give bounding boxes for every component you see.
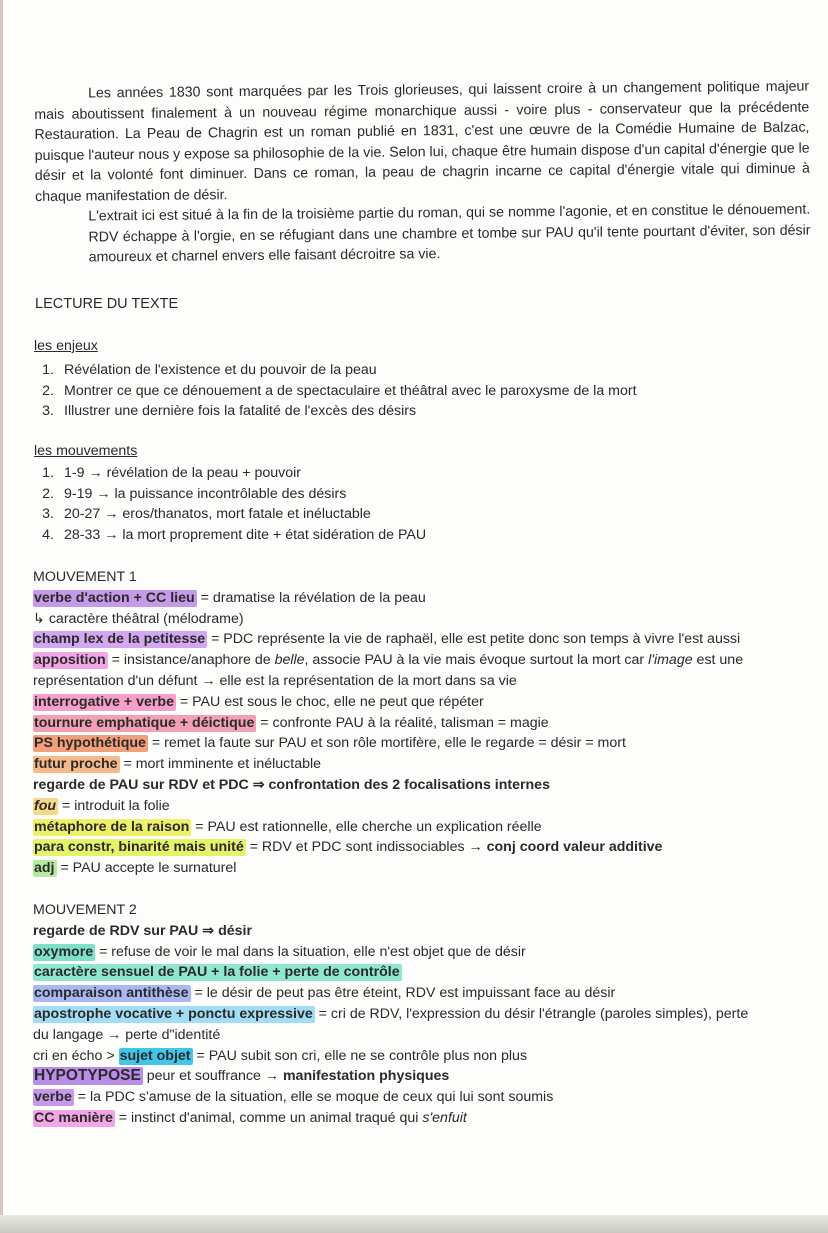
note-line: champ lex de la petitesse = PDC représente la vie de raphaël, elle est petite donc son temps à vivre l'est aussi bbox=[34, 631, 741, 648]
list-item: 1. 1-9 → révélation de la peau + pouvoir bbox=[42, 465, 302, 481]
note-line: regarde de RDV sur PAU ⇒ désir bbox=[33, 922, 252, 939]
note-line: para constr, binarité mais unité = RDV et PDC sont indissociables → conj coord valeur additive bbox=[34, 839, 663, 856]
intro-paragraph-2: L'extrait ici est situé à la fin de la troisième partie du roman, qui se nomme l'agonie, et en constitue le dénouement. RDV échappe à l'orgie, en se réfugiant dans une chambre et tombe sur PAU qu'il tente pourtant d'éviter, son désir amoureux et charnel envers elle faisant décroitre sa vie. bbox=[88, 201, 811, 266]
mouvements-title: les mouvements bbox=[34, 443, 138, 459]
note-line: apposition = insistance/anaphore de belle, associe PAU à la vie mais évoque surtout la mort car l'image est une bbox=[34, 652, 744, 669]
page-edge bbox=[0, 0, 3, 1215]
mouvements-list bbox=[28, 463, 426, 545]
note-line: ↳ caractère théâtral (mélodrame) bbox=[33, 610, 244, 627]
enjeux-list bbox=[28, 360, 637, 422]
note-line: PS hypothétique = remet la faute sur PAU et son rôle mortifère, elle le regarde = désir = mort bbox=[34, 735, 626, 752]
mouvement-2-notes bbox=[33, 900, 748, 1129]
list-item: 4. 28-33 → la mort proprement dite + état sidération de PAU bbox=[42, 526, 427, 543]
note-line: interrogative + verbe = PAU est sous le choc, elle ne peut que répéter bbox=[34, 693, 484, 710]
intro-paragraph-1: Les années 1830 sont marquées par les Trois glorieuses, qui laissent croire à un changement politique majeur mais aboutissent finalement à un nouveau régime monarchique aussi - voire plus - conservateur que la précédente Restauration. La Peau de Chagrin est un roman publié en 1831, c'est une œuvre de la Comédie Humaine de Balzac, puisque l'auteur nous y expose sa philosophie de la vie. Selon lui, chaque être humain dispose d'un capital d'énergie que le désir et la volonté font diminuer. Dans ce roman, la peau de chagrin incarne ce capital d'énergie vitale qui diminue à chaque manifestation de désir. bbox=[34, 78, 810, 205]
note-line: caractère sensuel de PAU + la folie + perte de contrôle bbox=[34, 964, 400, 981]
list-item: 1. Révélation de l'existence et du pouvoir de la peau bbox=[42, 362, 377, 378]
list-item: 3. Illustrer une dernière fois la fatalité de l'excès des désirs bbox=[42, 403, 417, 419]
mouvement-1-notes bbox=[33, 567, 743, 879]
note-line: du langage → perte d"identité bbox=[33, 1026, 221, 1043]
note-line: comparaison antithèse = le désir de peut pas être éteint, RDV est impuissant face au désir bbox=[34, 985, 616, 1002]
list-item: 3. 20-27 → eros/thanatos, mort fatale et inéluctable bbox=[42, 506, 371, 522]
note-line: CC manière = instinct d'animal, comme un animal traqué qui s'enfuit bbox=[34, 1109, 467, 1126]
list-item: 2. 9-19 → la puissance incontrôlable des désirs bbox=[42, 485, 347, 502]
note-line: verbe = la PDC s'amuse de la situation, elle se moque de ceux qui lui sont soumis bbox=[34, 1089, 554, 1106]
enjeux-title: les enjeux bbox=[34, 338, 98, 354]
note-line: métaphore de la raison = PAU est rationnelle, elle cherche un explication réelle bbox=[34, 818, 542, 835]
list-item: 2. Montrer ce que ce dénouement a de spectaculaire et théâtral avec le paroxysme de la mort bbox=[42, 382, 637, 399]
note-line: adj = PAU accepte le surnaturel bbox=[34, 860, 237, 877]
note-line: fou = introduit la folie bbox=[34, 797, 170, 814]
note-line: HYPOTYPOSE peur et souffrance → manifestation physiques bbox=[34, 1067, 450, 1085]
note-line: futur proche = mort imminente et inéluctable bbox=[34, 756, 322, 773]
note-line: apostrophe vocative + ponctu expressive = cri de RDV, l'expression du désir l'étrangle (paroles simples), perte bbox=[34, 1005, 749, 1022]
page-bottom-edge bbox=[0, 1215, 828, 1233]
note-line: regarde de PAU sur RDV et PDC ⇒ confrontation des 2 focalisations internes bbox=[33, 776, 550, 793]
introduction bbox=[34, 77, 811, 269]
mouvement-title: MOUVEMENT 1 bbox=[33, 569, 137, 585]
note-line: tournure emphatique + déictique = confronte PAU à la réalité, talisman = magie bbox=[34, 714, 549, 731]
note-line: cri en écho > sujet objet = PAU subit son cri, elle ne se contrôle plus non plus bbox=[33, 1047, 528, 1064]
note-line: verbe d'action + CC lieu = dramatise la révélation de la peau bbox=[34, 589, 426, 606]
note-line: représentation d'un défunt → elle est la représentation de la mort dans sa vie bbox=[33, 672, 517, 689]
note-line: oxymore = refuse de voir le mal dans la situation, elle n'est objet que de désir bbox=[34, 943, 526, 960]
section-title-lecture: LECTURE DU TEXTE bbox=[35, 296, 179, 312]
mouvement-title: MOUVEMENT 2 bbox=[33, 902, 137, 918]
